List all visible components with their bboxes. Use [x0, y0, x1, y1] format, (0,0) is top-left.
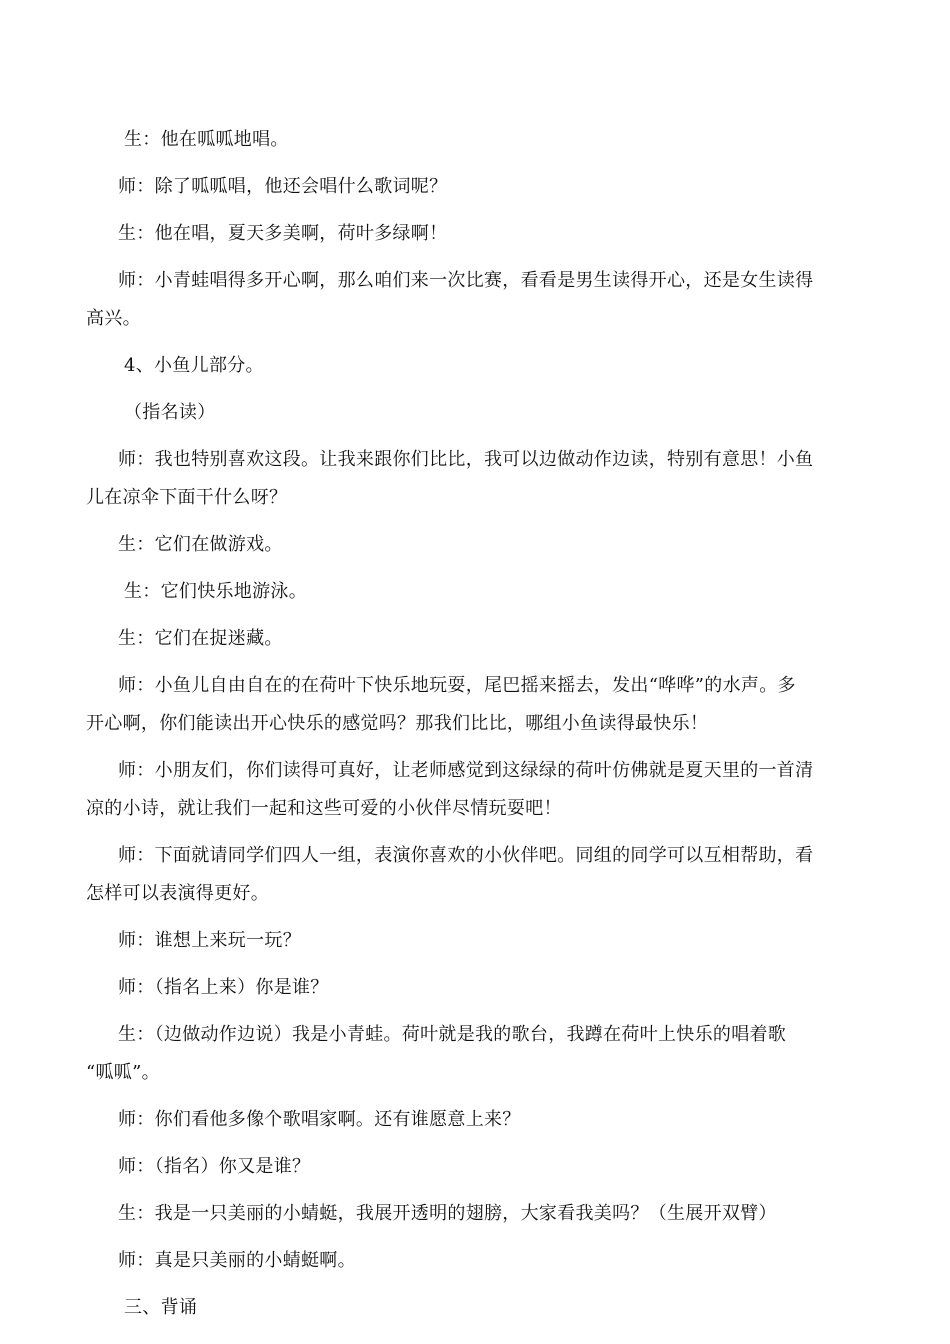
text-line: 生：它们快乐地游泳。: [124, 581, 307, 602]
text-line: 师：谁想上来玩一玩？: [118, 930, 301, 951]
text-line: 开心啊，你们能读出开心快乐的感觉吗？那我们比比，哪组小鱼读得最快乐！: [86, 713, 709, 734]
section-heading: [118, 347, 864, 385]
text-line: 师：你们看他多像个歌唱家啊。还有谁愿意上来？: [118, 1109, 521, 1130]
paragraph-student-line: [86, 1016, 864, 1092]
paragraph-teacher-line: [118, 922, 864, 960]
paragraph-teacher-line: [118, 969, 864, 1007]
paragraph-note: [118, 394, 864, 432]
paragraph-teacher-line: [86, 441, 864, 517]
text-line: 师：（指名上来）你是谁？: [118, 977, 329, 998]
text-line: 儿在凉伞下面干什么呀？: [86, 487, 288, 508]
text-line: 生：我是一只美丽的小蜻蜓，我展开透明的翅膀，大家看我美吗？（生展开双臂）: [118, 1203, 777, 1224]
text-line: 凉的小诗，就让我们一起和这些可爱的小伙伴尽情玩耍吧！: [86, 798, 562, 819]
text-line: 师：下面就请同学们四人一组，表演你喜欢的小伙伴吧。同组的同学可以互相帮助，看: [118, 845, 814, 866]
text-line: 4、小鱼儿部分。: [124, 355, 264, 376]
text-line: 生：它们在做游戏。: [118, 534, 283, 555]
text-line: 师：除了呱呱唱，他还会唱什么歌词呢？: [118, 176, 448, 197]
text-line: 生：（边做动作边说）我是小青蛙。荷叶就是我的歌台，我蹲在荷叶上快乐的唱着歌: [118, 1024, 787, 1045]
text-line: 高兴。: [86, 308, 141, 329]
text-line: 师：小朋友们，你们读得可真好，让老师感觉到这绿绿的荷叶仿佛就是夏天里的一首清: [118, 760, 814, 781]
paragraph-student-line: [118, 526, 864, 564]
text-line: 师：小青蛙唱得多开心啊，那么咱们来一次比赛，看看是男生读得开心，还是女生读得: [118, 270, 814, 291]
paragraph-student-line: [118, 1195, 864, 1233]
text-line: 师：小鱼儿自由自在的在荷叶下快乐地玩耍，尾巴摇来摇去，发出“哗哗”的水声。多: [118, 675, 796, 696]
paragraph-teacher-line: [86, 667, 864, 743]
paragraph-student-line: [118, 573, 864, 611]
paragraph-teacher-line: [118, 1101, 864, 1139]
paragraph-student-line: [118, 121, 864, 159]
text-line: 怎样可以表演得更好。: [86, 883, 269, 904]
text-line: 师：我也特别喜欢这段。让我来跟你们比比，我可以边做动作边读，特别有意思！小鱼: [118, 449, 814, 470]
text-line: （指名读）: [124, 402, 216, 423]
document-body: [86, 121, 864, 1336]
paragraph-teacher-line: [86, 837, 864, 913]
paragraph-teacher-line: [86, 752, 864, 828]
text-line: 生：他在唱，夏天多美啊，荷叶多绿啊！: [118, 223, 448, 244]
text-line: 三、背诵: [124, 1297, 198, 1318]
paragraph-student-line: [118, 215, 864, 253]
paragraph-teacher-line: [118, 1148, 864, 1186]
text-line: 师：真是只美丽的小蜻蜓啊。: [118, 1250, 356, 1271]
text-line: 生：它们在捉迷藏。: [118, 628, 283, 649]
text-line: 师：（指名）你又是谁？: [118, 1156, 311, 1177]
paragraph-teacher-line: [118, 1242, 864, 1280]
section-heading: [118, 1289, 864, 1327]
paragraph-teacher-line: [118, 168, 864, 206]
paragraph-student-line: [118, 620, 864, 658]
text-line: “呱呱”。: [86, 1062, 160, 1083]
text-line: 生：他在呱呱地唱。: [124, 129, 289, 150]
paragraph-teacher-line: [86, 262, 864, 338]
